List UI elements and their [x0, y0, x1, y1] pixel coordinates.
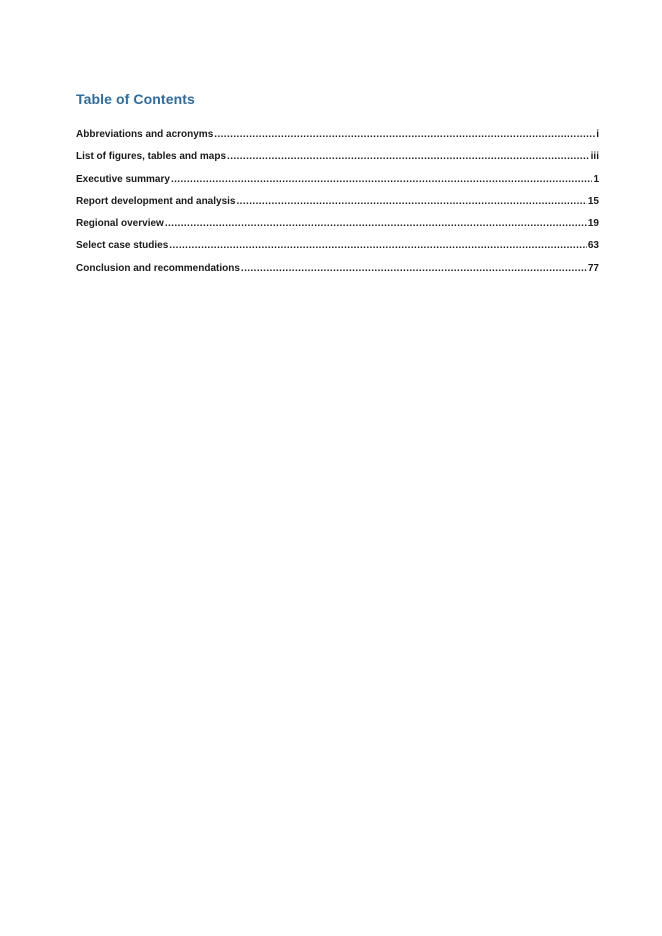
toc-dot-leader [237, 196, 587, 207]
toc-page-number: 19 [587, 218, 599, 230]
toc-entry-conclusion[interactable] [76, 263, 599, 285]
toc-entry-list-of-figures[interactable] [76, 151, 599, 173]
toc-page-number: i [596, 129, 599, 140]
toc-title: Table of Contents [76, 91, 195, 107]
toc-dot-leader [241, 263, 587, 274]
toc-entry-report-development[interactable] [76, 196, 599, 218]
toc-entry-regional-overview[interactable] [76, 218, 599, 240]
toc-entry-select-case-studies[interactable] [76, 240, 599, 262]
toc-entry-label: Regional overview [76, 218, 164, 230]
toc-entry-label: Abbreviations and acronyms [76, 129, 214, 140]
toc-page-number: 15 [587, 195, 599, 207]
toc-entry-executive-summary[interactable] [76, 174, 599, 196]
toc-dot-leader [165, 218, 587, 229]
toc-dot-leader [227, 151, 590, 162]
toc-entry-label: Select case studies [76, 240, 169, 252]
toc-entry-abbreviations[interactable] [76, 129, 599, 151]
toc-page-number: 1 [593, 173, 599, 185]
toc-dot-leader [169, 240, 587, 251]
toc-entry-label: List of figures, tables and maps [76, 151, 227, 163]
toc-page-number: 77 [587, 262, 599, 274]
toc-dot-leader [214, 129, 595, 140]
toc-list [76, 129, 599, 285]
toc-dot-leader [171, 174, 592, 185]
toc-entry-label: Conclusion and recommendations [76, 262, 240, 274]
toc-page-number: iii [590, 151, 599, 163]
toc-entry-label: Executive summary [76, 173, 170, 185]
toc-page-number: 63 [587, 240, 599, 252]
toc-entry-label: Report development and analysis [76, 195, 236, 207]
